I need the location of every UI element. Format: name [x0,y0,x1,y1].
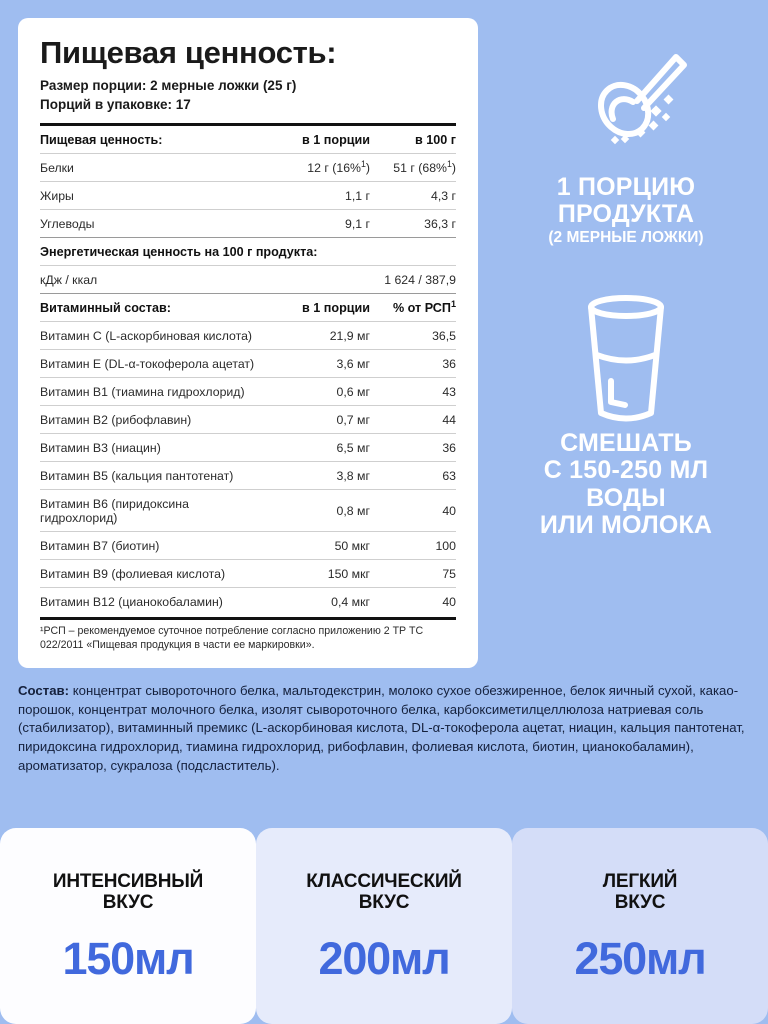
vitamin-rsp: 100 [370,532,456,560]
usage-instructions [492,24,760,540]
mixing-block [492,285,760,540]
flavor-card[interactable] [0,828,256,1024]
vitamin-per-serving: 0,8 мг [266,490,370,532]
vitamin-name: Витамин B1 (тиамина гидрохлорид) [40,378,266,406]
mix-line-4: ИЛИ МОЛОКА [539,511,713,540]
vitamin-rsp: 63 [370,462,456,490]
vitamin-rsp: 36 [370,434,456,462]
header-per-serving: в 1 порции [266,125,370,154]
scoop-title-line1: 1 ПОРЦИЮ [556,173,696,201]
flavor-name: ЛЕГКИЙ ВКУС [602,870,678,913]
ingredients-section [18,682,754,776]
table-row [40,266,456,294]
vitamin-name: Витамин C (L-аскорбиновая кислота) [40,322,266,350]
table-row [40,490,456,532]
vitamin-per-serving: 50 мкг [266,532,370,560]
flavor-volume: 250мл [574,933,706,985]
table-row [40,434,456,462]
table-row [40,322,456,350]
table-header-row [40,125,456,154]
table-row [40,182,456,210]
vitamin-name: Витамин B2 (рибофлавин) [40,406,266,434]
mix-line-3: ВОДЫ [586,483,666,512]
servings-per-pack-text: Порций в упаковке: 17 [40,97,191,113]
header-label: Пищевая ценность: [40,125,266,154]
vitamin-name: Витамин E (DL-α-токоферола ацетат) [40,350,266,378]
macro-per-100g: 36,3 г [370,210,456,238]
scoop-title-line2: ПРОДУКТА [557,199,695,228]
macro-per-serving: 12 г (16%$^1$) [266,154,370,182]
macro-per-100g: 51 г (68%$^1$) [370,154,456,182]
ingredients-label: Состав: [18,683,70,698]
vitamin-per-serving: 3,8 мг [266,462,370,490]
nutrition-table [40,123,456,615]
vitamin-rsp: 75 [370,560,456,588]
ingredients-text: концентрат сывороточного белка, мальтодекстрин, молоко сухое обезжиренное, белок яичный сухой, какао-порошок, концентрат молочного белка, изолят сывороточного белка, карбоксиметилцеллюлоза натриевая соль (стабилизатор), витаминный премикс (L-аскорбиновая кислота, DL-α-токоферола ацетат, ниацин, кальция пантотенат, пиридоксина гидрохлорид, тиамина гидрохлорид, рибофлавин, фолиевая кислота, биотин, цианокобаламин), ароматизатор, сукралоза (подсластитель). [18,683,745,773]
macro-name: Жиры [40,182,266,210]
flavor-strength-strip [0,828,768,1024]
flavor-volume: 200мл [318,933,450,985]
footnote-text: ¹РСП – рекомендуемое суточное потребление согласно приложению 2 ТР ТС 022/2011 «Пищевая продукция в части ее маркировки». [40,625,424,652]
flavor-name: КЛАССИЧЕСКИЙ ВКУС [306,870,462,913]
vitamin-name: Витамин B5 (кальция пантотенат) [40,462,266,490]
mix-line-2: С 150-250 МЛ [543,456,709,485]
macro-name: Углеводы [40,210,266,238]
vitamin-rsp: 44 [370,406,456,434]
flavor-volume: 150мл [62,933,194,985]
measuring-spoon-icon [551,24,701,174]
energy-name: кДж / ккал [40,266,266,294]
vitamin-header-per-serving: в 1 порции [266,294,370,322]
flavor-card[interactable] [256,828,512,1024]
table-row [40,406,456,434]
vitamin-rsp: 40 [370,588,456,616]
page-title: Пищевая ценность: [40,35,337,70]
vitamin-name: Витамин B12 (цианокобаламин) [40,588,266,616]
table-row [40,560,456,588]
nutrition-table-body [40,125,456,616]
serving-size-text: Размер порции: 2 мерные ложки (25 г) [40,78,297,94]
footnote-divider [40,617,456,653]
energy-section-title: Энергетическая ценность на 100 г продукта: [40,238,456,266]
energy-value: 1 624 / 387,9 [370,266,456,294]
table-row [40,588,456,616]
vitamin-per-serving: 3,6 мг [266,350,370,378]
macro-per-serving: 1,1 г [266,182,370,210]
macro-per-serving: 9,1 г [266,210,370,238]
vitamin-header-rsp: % от РСП$^1$ [370,294,456,322]
vitamin-per-serving: 21,9 мг [266,322,370,350]
vitamin-rsp: 40 [370,490,456,532]
table-row [40,350,456,378]
table-row [40,378,456,406]
glass-icon-wrap [492,285,760,430]
macro-name: Белки [40,154,266,182]
vitamin-name: Витамин B9 (фолиевая кислота) [40,560,266,588]
nutrition-facts-card [18,18,478,668]
flavor-card[interactable] [512,828,768,1024]
macro-per-100g: 4,3 г [370,182,456,210]
vitamin-per-serving: 150 мкг [266,560,370,588]
vitamin-header-row [40,294,456,322]
energy-section-title-row [40,238,456,266]
vitamin-name: Витамин B3 (ниацин) [40,434,266,462]
water-glass-icon [561,285,691,430]
table-row [40,210,456,238]
vitamin-per-serving: 0,7 мг [266,406,370,434]
vitamin-per-serving: 6,5 мг [266,434,370,462]
flavor-name: ИНТЕНСИВНЫЙ ВКУС [52,870,204,913]
vitamin-per-serving: 0,4 мкг [266,588,370,616]
table-row [40,462,456,490]
vitamin-rsp: 43 [370,378,456,406]
scoop-icon-wrap [492,24,760,174]
table-row [40,532,456,560]
vitamin-name: Витамин B7 (биотин) [40,532,266,560]
vitamin-rsp: 36 [370,350,456,378]
table-row [40,154,456,182]
energy-spacer [266,266,370,294]
scoop-subtitle: (2 МЕРНЫЕ ЛОЖКИ) [548,229,704,246]
vitamin-name: Витамин B6 (пиридоксина гидрохлорид) [40,490,266,532]
mix-line-1: СМЕШАТЬ [560,428,692,457]
vitamin-rsp: 36,5 [370,322,456,350]
vitamin-per-serving: 0,6 мг [266,378,370,406]
header-per-100g: в 100 г [370,125,456,154]
vitamin-header-label: Витаминный состав: [40,294,266,322]
